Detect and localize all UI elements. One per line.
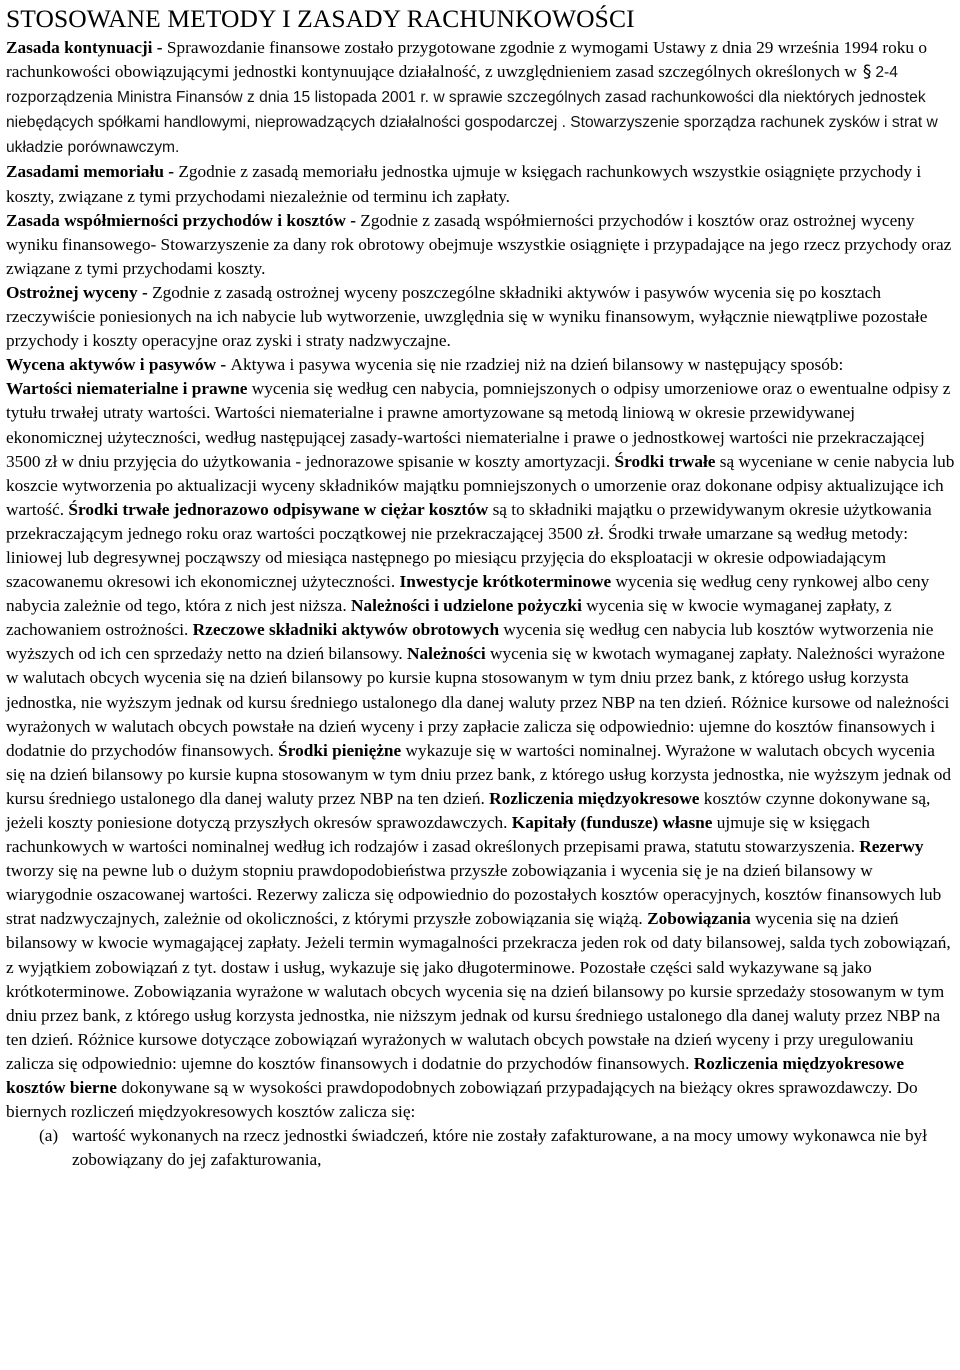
term-kapitaly-wlasne: Kapitały (fundusze) własne [511,813,713,832]
term-wartosci-niematerialne: Wartości niematerialne i prawne [6,379,248,399]
paragraph-zasada-memorialu: Zasadami memoriału - Zgodnie z zasadą memoriału jednostka ujmuje w księgach rachunkowych wszystkie osiągnięte przychody i koszty, związane z tymi przychodami niezależnie od terminu ich zapłaty. [6,162,922,206]
list-item [6,1124,956,1172]
term-rezerwy: Rezerwy [859,837,924,857]
term-srodki-trwale: Środki trwałe [614,451,716,471]
term-naleznosci: Należności [407,644,486,664]
term-srodki-trwale-jednorazowo: Środki trwałe jednorazowo odpisywane w ciężar kosztów [68,499,489,519]
term-rzeczowe-skladniki: Rzeczowe składniki aktywów obrotowych [192,620,500,640]
term-wycena-aktywow-pasywow: Wycena aktywów i pasywów - [6,355,231,375]
paragraph-ostroznej-wyceny: Ostrożnej wyceny - Zgodnie z zasadą ostrożnej wyceny poszczególne składniki aktywów i pasywów wycenia się po kosztach rzeczywiście poniesionych na ich nabycie lub wytworzenie, uwzględnia się w wyniku finansowym, wyłącznie niewątpliwe pozostałe przychody i koszty operacyjne oraz zyski i straty nadzwyczajne. [6,282,928,351]
list-marker: (a) [39,1126,59,1146]
term-zobowiazania: Zobowiązania [647,909,751,929]
section-sign-icon: § [862,62,872,83]
term-ostroznej-wyceny: Ostrożnej wyceny - [6,282,153,302]
term-srodki-pieniezne: Środki pieniężne [278,740,402,760]
term-zasada-memorialu: Zasadami memoriału - [6,162,179,182]
page-title: STOSOWANE METODY I ZASADY RACHUNKOWOŚCI [6,4,635,33]
list-item-text: wartość wykonanych na rzecz jednostki świadczeń, które nie zostały zafakturowane, a na mocy umowy wykonawca nie był zobowiązany do jej zafakturowania, [72,1126,928,1170]
accruals-list [6,1124,956,1172]
term-naleznosci-pozyczki: Należności i udzielone pożyczki [351,596,582,616]
term-rozliczenia-miedzyokresowe: Rozliczenia międzyokresowe [489,788,700,808]
term-rozliczenia-bierne: Rozliczenia międzyokresowe kosztów bierne [6,1053,905,1098]
term-zasada-kontynuacji: Zasada kontynuacji - [6,38,167,57]
paragraph-zasady-wyceny: Wartości niematerialne i prawne wycenia się według cen nabycia, pomniejszonych o odpisy umorzeniowe oraz o ewentualne odpisy z tytułu trwałej utraty wartości. Wartości niematerialne i prawne amortyzowane są metodą liniową w okresie przewidywanej ekonomicznej użyteczności, według następującej zasady-wartości niematerialne i prawe o jednostkowej wartości nie przekraczającej 3500 zł w dniu przyjęcia do użytkowania - jednorazowe spisanie w koszty amortyzacji. Środki trwałe są wyceniane w cenie nabycia lub koszcie wytworzenia po aktualizacji wyceny składników majątku pomniejszonych o umorzenie oraz dokonane odpisy aktualizujące ich wartość. Środki trwałe jednorazowo odpisywane w ciężar kosztów są to składniki majątku o przewidywanym okresie użytkowania przekraczającym jednego roku oraz wartości początkowej nie przekraczającej 3500 zł. Środki trwałe umarzane są według metody: liniowej lub degresywnej począwszy od miesiąca następnego po miesiącu przyjęcia do eksploatacji w okresie odpowiadającym szacowanemu okresowi ich ekonomicznej użyteczności. Inwestycje krótkoterminowe wycenia się według ceny rynkowej albo ceny nabycia zależnie od tego, która z nich jest niższa. Należności i udzielone pożyczki wycenia się w kwocie wymaganej zapłaty, z zachowaniem ostrożności. Rzeczowe składniki aktywów obrotowych wycenia się według cen nabycia lub kosztów wytworzenia nie wyższych od ich cen sprzedaży netto na dzień bilansowy. Należności wycenia się w kwotach wymaganej zapłaty. Należności wyrażone w walutach obcych wycenia się na dzień bilansowy po kursie kupna stosowanym w tym dniu przez bank, z którego usług korzysta jednostka, nie wyższym jednak od kursu średniego ustalonego dla danej waluty przez NBP na ten dzień. Różnice kursowe od należności wyrażonych w walutach obcych powstałe na dzień wyceny i przy zapłacie zalicza się odpowiednio: ujemne do kosztów finansowych i dodatnie do przychodów finansowych. Środki pieniężne wykazuje się w wartości nominalnej. Wyrażone w walutach obcych wycenia się na dzień bilansowy po kursie kupna stosowanym w tym dniu przez bank, z którego usług korzysta jednostka, nie wyższym jednak od kursu średniego ustalonego dla danej waluty przez NBP na ten dzień. Rozliczenia międzyokresowe kosztów czynne dokonywane są, jeżeli koszty poniesione dotyczą przyszłych okresów sprawozdawczych. Kapitały (fundusze) własne ujmuje się w księgach rachunkowych w wartości nominalnej według ich rodzajów i zasad określonych przepisami prawa, statutu stowarzyszenia. Rezerwy tworzy się na pewne lub o dużym stopniu prawdopodobieństwa przyszłe zobowiązania i wycenia się je na dzień bilansowy w wiarygodnie oszacowanej wartości. Rezerwy zalicza się odpowiednio do pozostałych kosztów operacyjnych, kosztów finansowych lub strat nadzwyczajnych, zależnie od okoliczności, z którymi przyszłe zobowiązania się wiążą. Zobowiązania wycenia się na dzień bilansowy w kwocie wymagającej zapłaty. Jeżeli termin wymagalności przekracza jeden rok od daty bilansowej, salda tych zobowiązań, z wyjątkiem zobowiązań z tyt. dostaw i usług, wykazuje się jako długoterminowe. Pozostałe części sald wykazywane są jako krótkoterminowe. Zobowiązania wyrażone w walutach obcych wycenia się na dzień bilansowy po kursie sprzedaży stosowanym w tym dniu przez bank, z którego usług korzysta jednostka, nie niższym jednak od kursu średniego ustalonego dla danej waluty przez NBP na ten dzień. Różnice kursowe dotyczące zobowiązań wyrażonych w walutach obcych powstałe na dzień wyceny i przy uregulowaniu zalicza się odpowiednio: ujemne do kosztów finansowych i dodatnie do przychodów finansowych. Rozliczenia międzyokresowe kosztów bierne dokonywane są w wysokości prawdopodobnych zobowiązań przypadających na bieżący okres sprawozdawczy. Do biernych rozliczeń międzyokresowych kosztów zalicza się: [6,379,955,1122]
term-zasada-wspolmiernosci: Zasada współmierności przychodów i kosztów - [6,210,361,230]
paragraph-zasada-wspolmiernosci: Zasada współmierności przychodów i kosztów - Zgodnie z zasadą współmierności przychodów i kosztów oraz ostrożnej wyceny wyniku finansowego- Stowarzyszenie za dany rok obrotowy obejmuje wszystkie osiągnięte i przypadające na jego rzecz przychody oraz związane z tymi przychodami koszty. [6,210,952,278]
term-inwestycje-krotkoterminowe: Inwestycje krótkoterminowe [399,572,612,592]
paragraph-zasada-kontynuacji: Zasada kontynuacji - Sprawozdanie finansowe zostało przygotowane zgodnie z wymogami Ustawy z dnia 29 września 1994 roku o rachunkowości obowiązującymi jednostki kontynuujące działalność, z uwzględnieniem zasad szczególnych określonych w § 2-4 rozporządzenia Ministra Finansów z dnia 15 listopada 2001 r. w sprawie szczególnych zasad rachunkowości dla niektórych jednostek niebędących spółkami handlowymi, nieprowadzących działalności gospodarczej . Stowarzyszenie sporządza rachunek zysków i strat w układzie porównawczym. [6,38,938,157]
paragraph-wycena-aktywow-pasywow: Wycena aktywów i pasywów - Aktywa i pasywa wycenia się nie rzadziej niż na dzień bilansowy w następujący sposób: [6,355,844,375]
